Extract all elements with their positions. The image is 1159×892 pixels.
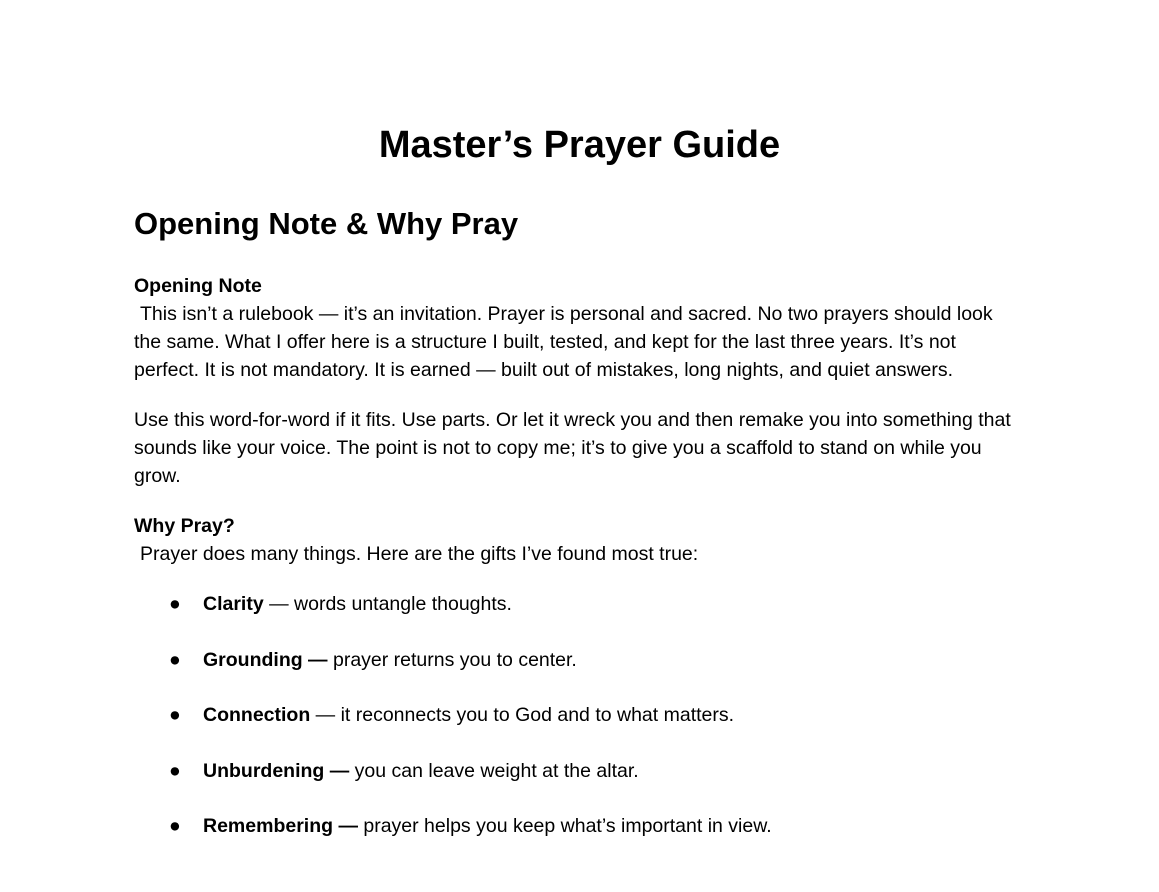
opening-note-paragraph-2: Use this word-for-word if it fits. Use parts. Or let it wreck you and then remake you into something that sounds like your voice. The point is not to copy me; it’s to give you a scaffold to stand on while you grow. [134, 409, 1011, 487]
why-pray-heading: Why Pray? [134, 515, 235, 537]
bullet-icon: ● [169, 704, 181, 726]
gift-description: — it reconnects you to God and to what matters. [310, 704, 735, 726]
gift-term: Connection [203, 704, 311, 726]
gift-description: prayer helps you keep what’s important in view. [357, 815, 772, 837]
gift-term: Remembering — [203, 815, 358, 837]
list-item [134, 590, 1024, 618]
list-item [134, 812, 1024, 840]
document-body [134, 272, 1024, 868]
list-item [134, 646, 1024, 674]
gift-term: Grounding — [203, 648, 328, 671]
bullet-icon: ● [169, 815, 181, 837]
bullet-icon: ● [169, 593, 181, 615]
opening-note-paragraph-1: This isn’t a rulebook — it’s an invitation. Prayer is personal and sacred. No two prayers should look the same. What I offer here is a structure I built, tested, and kept for the last three years. It’s not perfect. It is not mandatory. It is earned — built out of mistakes, long nights, and quiet answers. [134, 303, 993, 381]
gift-term: Unburdening — [203, 759, 350, 782]
list-item [134, 757, 1024, 785]
opening-note-heading: Opening Note [134, 275, 262, 297]
gift-description: you can leave weight at the altar. [349, 759, 639, 782]
section-heading: Opening Note & Why Pray [134, 206, 519, 241]
bullet-icon: ● [169, 648, 181, 671]
gifts-list [134, 590, 1024, 840]
bullet-icon: ● [169, 759, 181, 782]
document-title: Master’s Prayer Guide [378, 124, 781, 166]
gift-description: — words untangle thoughts. [263, 593, 512, 615]
list-item [134, 701, 1024, 729]
gift-description: prayer returns you to center. [327, 648, 577, 671]
gift-term: Clarity [203, 593, 264, 615]
why-pray-intro: Prayer does many things. Here are the gifts I’ve found most true: [140, 543, 699, 565]
